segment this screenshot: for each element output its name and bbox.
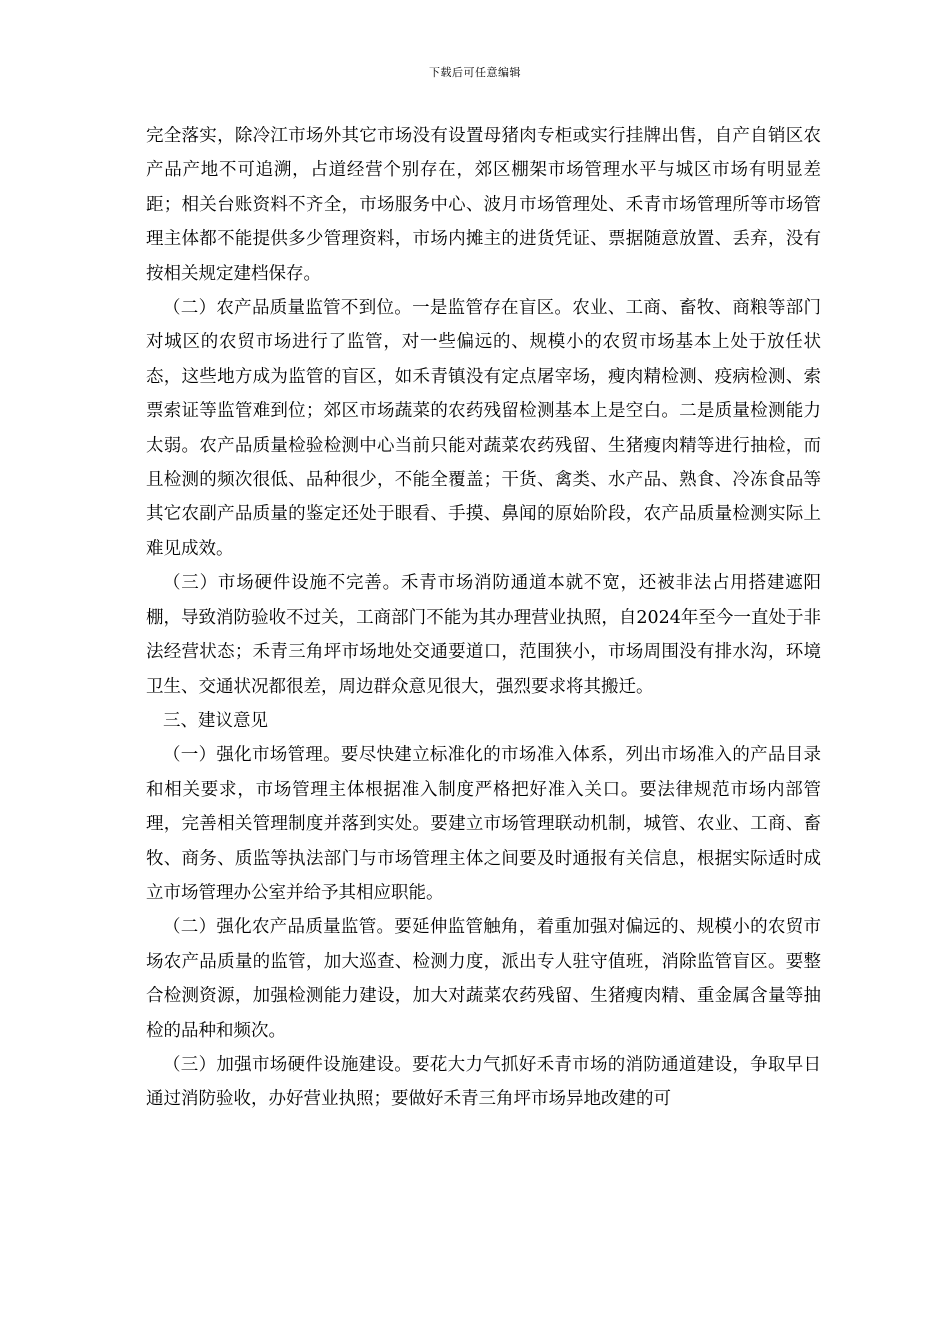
- document-body: [146, 119, 821, 1117]
- page-header-note: 下载后可任意编辑: [429, 66, 521, 79]
- paragraph-quality-strengthen: （二）强化农产品质量监管。要延伸监管触角，着重加强对偏远的、规模小的农贸市场农产品质量的监管，加大巡查、检测力度，派出专人驻守值班，消除监管盲区。要整合检测资源，加强检测能力建设，加大对蔬菜农药残留、生猪瘦肉精、重金属含量等抽检的品种和频次。: [146, 917, 821, 1041]
- paragraph-quality-supervision: （二）农产品质量监管不到位。一是监管存在盲区。农业、工商、畜牧、商粮等部门对城区的农贸市场进行了监管，对一些偏远的、规模小的农贸市场基本上处于放任状态，这些地方成为监管的盲区，如禾青镇没有定点屠宰场，瘦肉精检测、疫病检测、索票索证等监管难到位；郊区市场蔬菜的农药残留检测基本上是空白。二是质量检测能力太弱。农产品质量检验检测中心当前只能对蔬菜农药残留、生猪瘦肉精等进行抽检，而且检测的频次很低、品种很少，不能全覆盖；干货、禽类、水产品、熟食、冷冻食品等其它农副产品质量的鉴定还处于眼看、手摸、鼻闻的原始阶段，农产品质量检测实际上难见成效。: [146, 298, 821, 559]
- paragraph-market-management: （一）强化市场管理。要尽快建立标准化的市场准入体系，列出市场准入的产品目录和相关要求，市场管理主体根据准入制度严格把好准入关口。要法律规范市场内部管理，完善相关管理制度并落到实处。要建立市场管理联动机制，城管、农业、工商、畜牧、商务、质监等执法部门与市场管理主体之间要及时通报有关信息，根据实际适时成立市场管理办公室并给予其相应职能。: [146, 745, 821, 903]
- section-heading-suggestions: 三、建议意见: [163, 710, 268, 731]
- paragraph-hardware-construction: （三）加强市场硬件设施建设。要花大力气抓好禾青市场的消防通道建设，争取早日通过消防验收，办好营业执照；要做好禾青三角坪市场异地改建的可: [146, 1054, 821, 1110]
- paragraph-hardware-facilities: （三）市场硬件设施不完善。禾青市场消防通道本就不宽，还被非法占用搭建遮阳棚，导致消防验收不过关，工商部门不能为其办理营业执照，自2024年至今一直处于非法经营状态；禾青三角坪市场地处交通要道口，范围狭小，市场周围没有排水沟，环境卫生、交通状况都很差，周边群众意见很大，强烈要求将其搬迁。: [146, 573, 821, 697]
- paragraph-continuation: 完全落实，除冷江市场外其它市场没有设置母猪肉专柜或实行挂牌出售，自产自销区农产品产地不可追溯，占道经营个别存在，郊区棚架市场管理水平与城区市场有明显差距；相关台账资料不齐全，市场服务中心、波月市场管理处、禾青市场管理所等市场管理主体都不能提供多少管理资料，市场内摊主的进货凭证、票据随意放置、丢弃，没有按相关规定建档保存。: [146, 126, 821, 284]
